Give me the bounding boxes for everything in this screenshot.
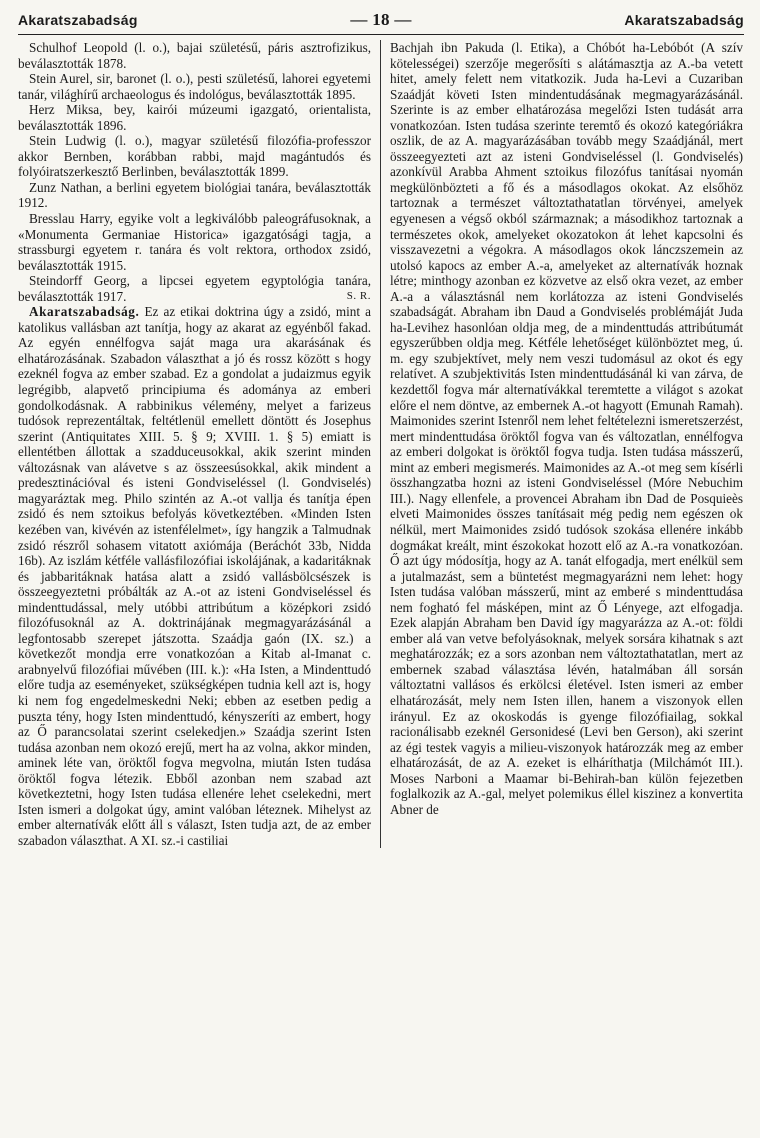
entry-paragraph: Bresslau Harry, egyike volt a legkiválóbb paleográfusoknak, a «Monumenta Germaniae Historica» igazgatósági tagja, a strassburgi egyetem r. tanára és volt rektora, orthodox zsidó, beválasztották 1915. [18, 211, 371, 273]
running-header [18, 10, 744, 34]
right-column-text: Bachjah ibn Pakuda (l. Etika), a Chóbót ha-Lebóbót (A szív kötelességei) szerzője megerősíti s alátámasztja az A.-ba vetett hitet, amely felett nem vitatkozik. Juda ha-Levi a Cuzariban Szaádját követi Isten mindentudásának megmagyarázásánál. Szerinte is az ember elhatározása megelőzi Isten tudását arra vonatkozóan. Isten tudása szerinte teremtő és okozó kategóriákra oszlik, de az A. magyarázásában tovább megy Szaádjánál, mert összeegyezteti azt az isteni Gondviseléssel (l. Gondviselés) azonkívül Arabba Ahment sztoikus filozófus tanításai nyomán megkülönbözteti a fő és a másodlagos okokat. Az elsőhöz tartoznak a természet változtathatatlan törvényei, amelyek egyenesen a végső okból származnak; a másodikhoz tartoznak a természetes okok, amelyeket okozatokon át lehet kapcsolni és visszavezetni a végokra. A másodlagos okok lánczszemein az utolsó kapocs az ember A.-a, amelyeket az alternatívák hoznak létre; minthogy azonban ez közvetve az első okra vezet, az ember A.-a a választásnál nem korlátozza az isteni Gondviselés szabadságát. Abraham ibn Daud a Gondviselés problémáját Juda ha-Levihez hasonlóan oldja meg, de a mindenttudás attribútumát egyszerűbben oldja meg. Kétféle lehetőséget különböztet meg, ú. m. egy szubjektívet, mely nem veszi tudomásul az okot és egy relatívet. A szubjektivitás Isten mindenttudásánál ki van zárva, de kezdettől fogva már alternatívákkal teremtette a világot s azokat előre el nem döntve, az embernek A.-ot hagyott (Emunah Ramah). Maimonides szerint Istenről nem lehet feltételezni ismeretszerzést, mert mindenttudása öröktől fogva van és változatlan, ennélfogva az emberi dolgokat is öröktől fogva tudja. Isten tudása másszerű, mint az emberi megismerés. Maimonides az A.-ot meg sem kísérli összhangzatba hozni az isteni Gondviseléssel (Móre Nebuchim III.). Nagy ellenfele, a provencei Abraham ibn Dad de Posquieès elveti Maimonides összes tanításait még pedig nem egészen ok nélkül, mert Maimonides zsidó tudósok szokása ellenére inkább dogmákat kreált, mint észokokat hozott elő az A.-ra vonatkozóan. Ő azt úgy módosítja, hogy az A. tanát elfogadja, mert enélkül sem a jutalmazást, sem a büntetést megmagyarázni nem lehet: hogy Isten tudása valóban másszerű, mint az emberé s mindenttudása nem fogható fel másképen, mint az Ő Lényege, azt elfogadja. Ezek alapján Abraham ben David így magyarázza az A.-ot: földi ember alá van vetve befolyásoknak, melyek sorsára kihatnak s azt meghatározzák; ez a sors azonban nem változtathatatlan, mert az embernek szabad választása lévén, hatalmában áll sorsán változtatni vallásos és erkölcsi életével. Isten ismeri az ember elhatározását, mely nem Isten illen, hanem a viszonyok ellen irányul. Ez az okoskodás is gyenge filozófiailag, sokkal racionálisabb ezeknél Gersonidesé (Levi ben Gerson), aki szerint az égi testek vagyis a milieu-viszonyok határozzák meg az ember elhatározását, de az A. ezeket is elháríthatja (Milchámót III.). Moses Narboni a Maamar bi-Behirah-ban külön fejezetben foglalkozik az A.-gal, melyet polemikus éllel kiszinez a konvertita Abner de [390, 40, 743, 817]
left-column [18, 40, 381, 848]
article-paragraph [18, 304, 371, 848]
header-left-title: Akaratszabadság [18, 12, 138, 28]
article-keyword: Akaratszabadság. [29, 304, 140, 320]
header-right-title: Akaratszabadság [624, 12, 744, 28]
entry-paragraph: Stein Ludwig (l. o.), magyar születésű filozófia-professzor akkor Bernben, korábban rabbi, majd magántudós és folyóiratszerkesztő Berlinben, beválasztották 1899. [18, 133, 371, 180]
entry-paragraph: Stein Aurel, sir, baronet (l. o.), pesti születésű, lahorei egyetemi tanár, világhírű archaeologus és indológus, beválasztották 1895. [18, 71, 371, 102]
author-signature: S. R. [346, 289, 371, 302]
text-columns [18, 40, 744, 848]
right-column [381, 40, 743, 848]
page-number: — 18 — [350, 10, 412, 29]
entry-paragraph: Schulhof Leopold (l. o.), bajai születésű, páris asztrofizikus, beválasztották 1878. [18, 40, 371, 71]
entry-paragraph-last [18, 273, 371, 304]
article-text: Ez az etikai doktrina úgy a zsidó, mint a katolikus vallásban azt tanítja, hogy az akarat az egyénből fakad. Az egyén ennélfogva saját maga ura akarásának és elhatározásának. Szabadon választhat a jó és rossz között s hogy ezeknél fogva az ember szabad. Ez a gondolat a judaizmus egyik legrégibb, alapvető principiuma és adománya az emberi gondolkodásnak. A rabbinikus vélemény, melyet a farizeus tudósok reprezentáltak, feltétlenül emellett döntött és Josephus szerint (Antiquitates XIII. 5. § 9; XVIII. 1. § 5) emiatt is ellentétben állottak a szadduceusokkal, akik szerint minden változásnak van alávetve s az összeesúsokkal, akik mindent a predesztinációval és isteni Gondviseléssel (l. Gondviselés) magyaráztak meg. Philo szintén az A.-ot vallja és tanítja épen zsidó és nem sztoikus befolyás következtében. «Minden Isten kezében van, kivévén az istenfélelmet», így hangzik a Talmudnak zsidó részről sohasem vitatott axiómája (Beráchót 33b, Nidda 16b). Az iszlám kétféle vallásfilozófiai iskolájának, a kadaritáknak és jabbaritáknak hatása alatt a zsidó vallásbölcsészek is összeegyeztetni próbálták az A.-ot az isteni Gondviseléssel és mindenttudással, mely utóbbi attribútum a középkori zsidó filozófusoknál az A. doktrinájának megmagyarázásánál a legfontosabb szerepet játszotta. Szaádja gaón (IX. sz.) a következőt mondja erre vonatkozóan a Kitab al-Imanat c. arabnyelvű filozófiai művében (III. k.): «Ha Isten, a Mindenttudó előre tudja az eseményeket, szükségképen tudnia kell azt is, hogy ki nem fog engedelmeskedni Neki; ebben az esetben pedig a puszta tény, hogy Isten mindenttudó, kényszeríti az embert, hogy az Ő parancsolatai szerint cselekedjen.» Szaádja szerint Isten tudása azonban nem okozó erejű, mert ha az volna, akkor minden, aminek léte van, öröktől fogva megvolna, miután Isten tudása öröktől fogva létezik. Ebből azonban nem szabad azt következtetni, hogy Isten tudása ellenére lehet cselekedni, mert Isten ismeri a dolgokat úgy, amint valóban léteznek. Mihelyst az ember alternatívák előtt áll s választ, Isten tudja azt, de az ember szabadon választhat. A XI. sz.-i castiliai [18, 304, 371, 848]
entry-paragraph: Herz Miksa, bey, kairói múzeumi igazgató, orientalista, beválasztották 1896. [18, 102, 371, 133]
entry-paragraph: Zunz Nathan, a berlini egyetem biológiai tanára, beválasztották 1912. [18, 179, 371, 211]
entry-text: Steindorff Georg, a lipcsei egyetem egyptológia tanára, beválasztották 1917. [18, 273, 371, 304]
header-rule [18, 34, 744, 35]
